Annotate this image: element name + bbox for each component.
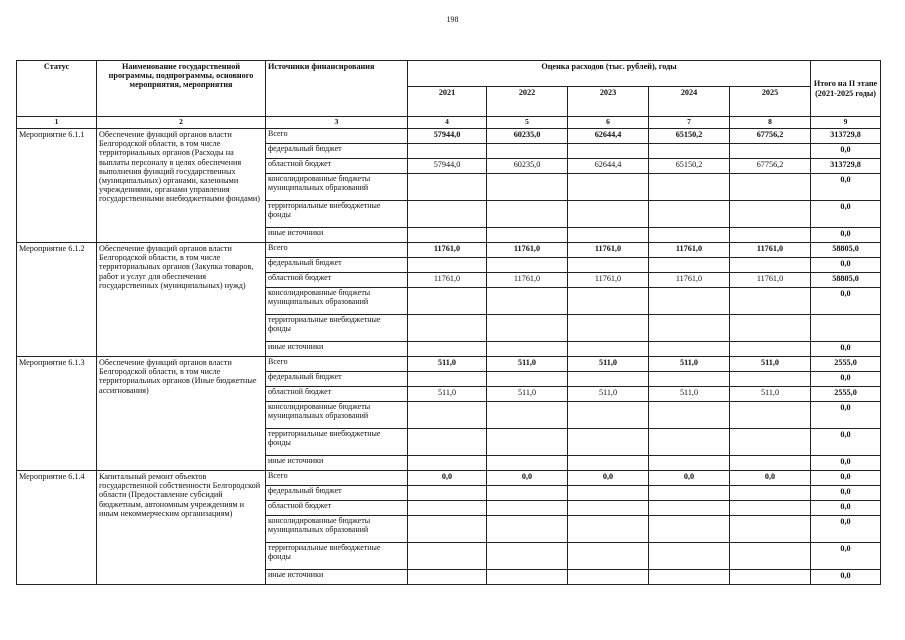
year-value-cell: 0,0 — [730, 471, 811, 486]
total-value-cell: 0,0 — [811, 471, 881, 486]
year-value-cell — [568, 174, 649, 201]
measure-name-cell: Обеспечение функций органов власти Белгородской области, в том числе территориальных органов (Закупка товаров, работ и услуг для обеспечения государственных (муниципальных) нужд) — [97, 243, 266, 357]
column-number: 1 — [17, 117, 97, 129]
year-value-cell — [568, 516, 649, 543]
year-value-cell: 62644,4 — [568, 159, 649, 174]
year-value-cell — [730, 372, 811, 387]
funding-source-cell: федеральный бюджет — [266, 486, 408, 501]
total-value-cell: 0,0 — [811, 201, 881, 228]
year-value-cell — [730, 258, 811, 273]
table-row — [17, 357, 881, 372]
year-value-cell — [487, 288, 568, 315]
column-number: 3 — [266, 117, 408, 129]
year-value-cell: 11761,0 — [408, 243, 487, 258]
year-value-cell — [408, 288, 487, 315]
total-value-cell: 0,0 — [811, 258, 881, 273]
total-value-cell: 0,0 — [811, 456, 881, 471]
year-value-cell: 60235,0 — [487, 129, 568, 144]
year-value-cell: 11761,0 — [487, 243, 568, 258]
funding-source-cell: территориальные внебюджетные фонды — [266, 315, 408, 342]
year-value-cell — [649, 201, 730, 228]
total-value-cell: 58805,0 — [811, 243, 881, 258]
funding-source-cell: иные источники — [266, 342, 408, 357]
year-value-cell — [649, 372, 730, 387]
year-value-cell — [487, 315, 568, 342]
column-number: 4 — [408, 117, 487, 129]
year-value-cell — [649, 402, 730, 429]
total-value-cell: 0,0 — [811, 174, 881, 201]
year-value-cell — [408, 402, 487, 429]
status-cell: Мероприятие 6.1.3 — [17, 357, 97, 471]
year-value-cell — [408, 543, 487, 570]
year-header: 2024 — [649, 87, 730, 117]
year-value-cell — [408, 372, 487, 387]
year-value-cell — [730, 516, 811, 543]
year-value-cell — [487, 570, 568, 585]
year-value-cell — [730, 429, 811, 456]
year-value-cell — [730, 174, 811, 201]
year-value-cell — [649, 288, 730, 315]
year-value-cell — [649, 258, 730, 273]
funding-source-cell: Всего — [266, 129, 408, 144]
total-value-cell: 0,0 — [811, 429, 881, 456]
total-value-cell: 0,0 — [811, 570, 881, 585]
year-value-cell — [408, 201, 487, 228]
year-header: 2021 — [408, 87, 487, 117]
year-value-cell — [568, 288, 649, 315]
year-header: 2023 — [568, 87, 649, 117]
year-value-cell: 511,0 — [730, 357, 811, 372]
year-value-cell — [649, 456, 730, 471]
year-header: 2022 — [487, 87, 568, 117]
funding-source-cell: Всего — [266, 357, 408, 372]
year-value-cell — [487, 456, 568, 471]
year-value-cell: 511,0 — [730, 387, 811, 402]
funding-source-cell: иные источники — [266, 570, 408, 585]
status-cell: Мероприятие 6.1.2 — [17, 243, 97, 357]
funding-source-cell: областной бюджет — [266, 501, 408, 516]
year-value-cell — [487, 342, 568, 357]
year-value-cell: 511,0 — [649, 387, 730, 402]
total-value-cell: 313729,8 — [811, 129, 881, 144]
column-number-row — [17, 117, 881, 129]
year-value-cell — [568, 543, 649, 570]
funding-source-cell: областной бюджет — [266, 273, 408, 288]
funding-source-cell: иные источники — [266, 228, 408, 243]
year-value-cell — [649, 228, 730, 243]
year-value-cell: 11761,0 — [408, 273, 487, 288]
year-value-cell — [487, 516, 568, 543]
year-value-cell — [649, 516, 730, 543]
funding-source-cell: территориальные внебюджетные фонды — [266, 201, 408, 228]
year-value-cell — [730, 456, 811, 471]
year-value-cell — [730, 501, 811, 516]
year-value-cell — [649, 570, 730, 585]
table-row — [17, 471, 881, 486]
year-value-cell — [487, 429, 568, 456]
year-value-cell: 11761,0 — [730, 273, 811, 288]
year-value-cell: 62644,4 — [568, 129, 649, 144]
year-value-cell: 60235,0 — [487, 159, 568, 174]
year-value-cell — [730, 144, 811, 159]
funding-source-cell: территориальные внебюджетные фонды — [266, 543, 408, 570]
year-value-cell — [568, 402, 649, 429]
total-value-cell: 58805,0 — [811, 273, 881, 288]
year-value-cell — [408, 342, 487, 357]
status-cell: Мероприятие 6.1.4 — [17, 471, 97, 585]
name-header: Наименование государственной программы, подпрограммы, основного мероприятия, мероприятия — [97, 61, 266, 117]
year-value-cell — [568, 372, 649, 387]
column-number: 6 — [568, 117, 649, 129]
year-value-cell — [649, 429, 730, 456]
year-value-cell — [568, 429, 649, 456]
year-value-cell — [649, 486, 730, 501]
year-value-cell — [568, 315, 649, 342]
year-header: 2025 — [730, 87, 811, 117]
year-value-cell — [408, 228, 487, 243]
measure-name-cell: Обеспечение функций органов власти Белгородской области, в том числе территориальных органов (Иные бюджетные ассигнования) — [97, 357, 266, 471]
total-header: Итого на II этапе (2021-2025 годы) — [811, 61, 881, 117]
total-value-cell: 0,0 — [811, 501, 881, 516]
table-row — [17, 129, 881, 144]
year-value-cell — [649, 501, 730, 516]
total-value-cell — [811, 315, 881, 342]
funding-source-cell: консолидированные бюджеты муниципальных образований — [266, 516, 408, 543]
table-row — [17, 243, 881, 258]
year-value-cell — [568, 342, 649, 357]
year-value-cell — [730, 486, 811, 501]
year-value-cell — [487, 228, 568, 243]
table-body — [17, 129, 881, 585]
year-value-cell — [487, 258, 568, 273]
year-value-cell: 11761,0 — [730, 243, 811, 258]
year-value-cell — [487, 201, 568, 228]
funding-source-cell: иные источники — [266, 456, 408, 471]
year-value-cell: 11761,0 — [568, 243, 649, 258]
year-value-cell — [408, 258, 487, 273]
year-value-cell — [568, 570, 649, 585]
funding-source-cell: областной бюджет — [266, 387, 408, 402]
year-value-cell — [568, 501, 649, 516]
year-value-cell: 0,0 — [487, 471, 568, 486]
year-value-cell — [730, 342, 811, 357]
year-value-cell — [730, 543, 811, 570]
total-value-cell: 0,0 — [811, 372, 881, 387]
year-value-cell — [730, 288, 811, 315]
year-value-cell: 511,0 — [568, 357, 649, 372]
total-value-cell: 0,0 — [811, 144, 881, 159]
funding-source-cell: консолидированные бюджеты муниципальных образований — [266, 288, 408, 315]
year-value-cell — [730, 201, 811, 228]
year-value-cell — [568, 486, 649, 501]
total-value-cell: 0,0 — [811, 228, 881, 243]
total-value-cell: 2555,0 — [811, 357, 881, 372]
column-number: 7 — [649, 117, 730, 129]
year-value-cell: 511,0 — [649, 357, 730, 372]
year-value-cell — [487, 402, 568, 429]
budget-table — [16, 60, 881, 585]
year-value-cell — [487, 372, 568, 387]
year-value-cell — [408, 174, 487, 201]
year-value-cell — [649, 543, 730, 570]
funding-source-cell: консолидированные бюджеты муниципальных образований — [266, 174, 408, 201]
year-value-cell — [487, 486, 568, 501]
measure-name-cell: Капитальный ремонт объектов государственной собственности Белгородской области (Предоставление субсидий бюджетным, автономным учреждениям и иным некоммерческим организациям) — [97, 471, 266, 585]
estimate-header: Оценка расходов (тыс. рублей), годы — [408, 61, 811, 87]
sources-header: Источники финансирования — [266, 61, 408, 117]
year-value-cell — [568, 144, 649, 159]
year-value-cell: 57944,0 — [408, 159, 487, 174]
year-value-cell — [568, 456, 649, 471]
year-value-cell — [408, 144, 487, 159]
funding-source-cell: Всего — [266, 471, 408, 486]
year-value-cell — [730, 402, 811, 429]
year-value-cell — [408, 486, 487, 501]
year-value-cell — [730, 570, 811, 585]
year-value-cell — [408, 501, 487, 516]
measure-name-cell: Обеспечение функций органов власти Белгородской области, в том числе территориальных органов (Расходы на выплаты персоналу в целях обеспечения выполнения функций государственных (муниципальных) органами, казенными учреждениями, органами управления государственными внебюджетными фондами) — [97, 129, 266, 243]
total-value-cell: 0,0 — [811, 516, 881, 543]
year-value-cell: 0,0 — [649, 471, 730, 486]
year-value-cell: 65150,2 — [649, 159, 730, 174]
year-value-cell — [649, 144, 730, 159]
funding-source-cell: Всего — [266, 243, 408, 258]
total-value-cell: 2555,0 — [811, 387, 881, 402]
column-number: 8 — [730, 117, 811, 129]
column-number: 5 — [487, 117, 568, 129]
column-number: 2 — [97, 117, 266, 129]
year-value-cell: 57944,0 — [408, 129, 487, 144]
year-value-cell — [649, 342, 730, 357]
funding-source-cell: федеральный бюджет — [266, 144, 408, 159]
year-value-cell — [487, 543, 568, 570]
year-value-cell — [730, 228, 811, 243]
year-value-cell — [487, 144, 568, 159]
year-value-cell — [568, 258, 649, 273]
year-value-cell: 511,0 — [568, 387, 649, 402]
year-value-cell: 67756,2 — [730, 159, 811, 174]
year-value-cell — [408, 429, 487, 456]
total-value-cell: 0,0 — [811, 402, 881, 429]
year-value-cell: 11761,0 — [649, 273, 730, 288]
year-value-cell — [408, 570, 487, 585]
year-value-cell: 67756,2 — [730, 129, 811, 144]
total-value-cell: 0,0 — [811, 543, 881, 570]
year-value-cell: 511,0 — [408, 357, 487, 372]
year-value-cell: 0,0 — [408, 471, 487, 486]
year-value-cell — [487, 174, 568, 201]
year-value-cell: 0,0 — [568, 471, 649, 486]
year-value-cell: 11761,0 — [568, 273, 649, 288]
year-value-cell — [408, 315, 487, 342]
year-value-cell: 11761,0 — [649, 243, 730, 258]
year-value-cell — [649, 174, 730, 201]
year-value-cell: 65150,2 — [649, 129, 730, 144]
status-cell: Мероприятие 6.1.1 — [17, 129, 97, 243]
header-row-1 — [17, 61, 881, 87]
total-value-cell: 313729,8 — [811, 159, 881, 174]
year-value-cell: 511,0 — [487, 357, 568, 372]
year-value-cell — [649, 315, 730, 342]
funding-source-cell: консолидированные бюджеты муниципальных образований — [266, 402, 408, 429]
year-value-cell — [730, 315, 811, 342]
funding-source-cell: областной бюджет — [266, 159, 408, 174]
year-value-cell — [568, 201, 649, 228]
total-value-cell: 0,0 — [811, 342, 881, 357]
page-number: 198 — [446, 15, 459, 24]
year-value-cell — [568, 228, 649, 243]
year-value-cell: 511,0 — [408, 387, 487, 402]
funding-source-cell: федеральный бюджет — [266, 258, 408, 273]
column-number: 9 — [811, 117, 881, 129]
year-value-cell — [408, 516, 487, 543]
status-header: Статус — [17, 61, 97, 117]
total-value-cell: 0,0 — [811, 486, 881, 501]
year-value-cell — [408, 456, 487, 471]
funding-source-cell: территориальные внебюджетные фонды — [266, 429, 408, 456]
year-value-cell: 511,0 — [487, 387, 568, 402]
year-value-cell — [487, 501, 568, 516]
total-value-cell: 0,0 — [811, 288, 881, 315]
funding-source-cell: федеральный бюджет — [266, 372, 408, 387]
year-value-cell: 11761,0 — [487, 273, 568, 288]
